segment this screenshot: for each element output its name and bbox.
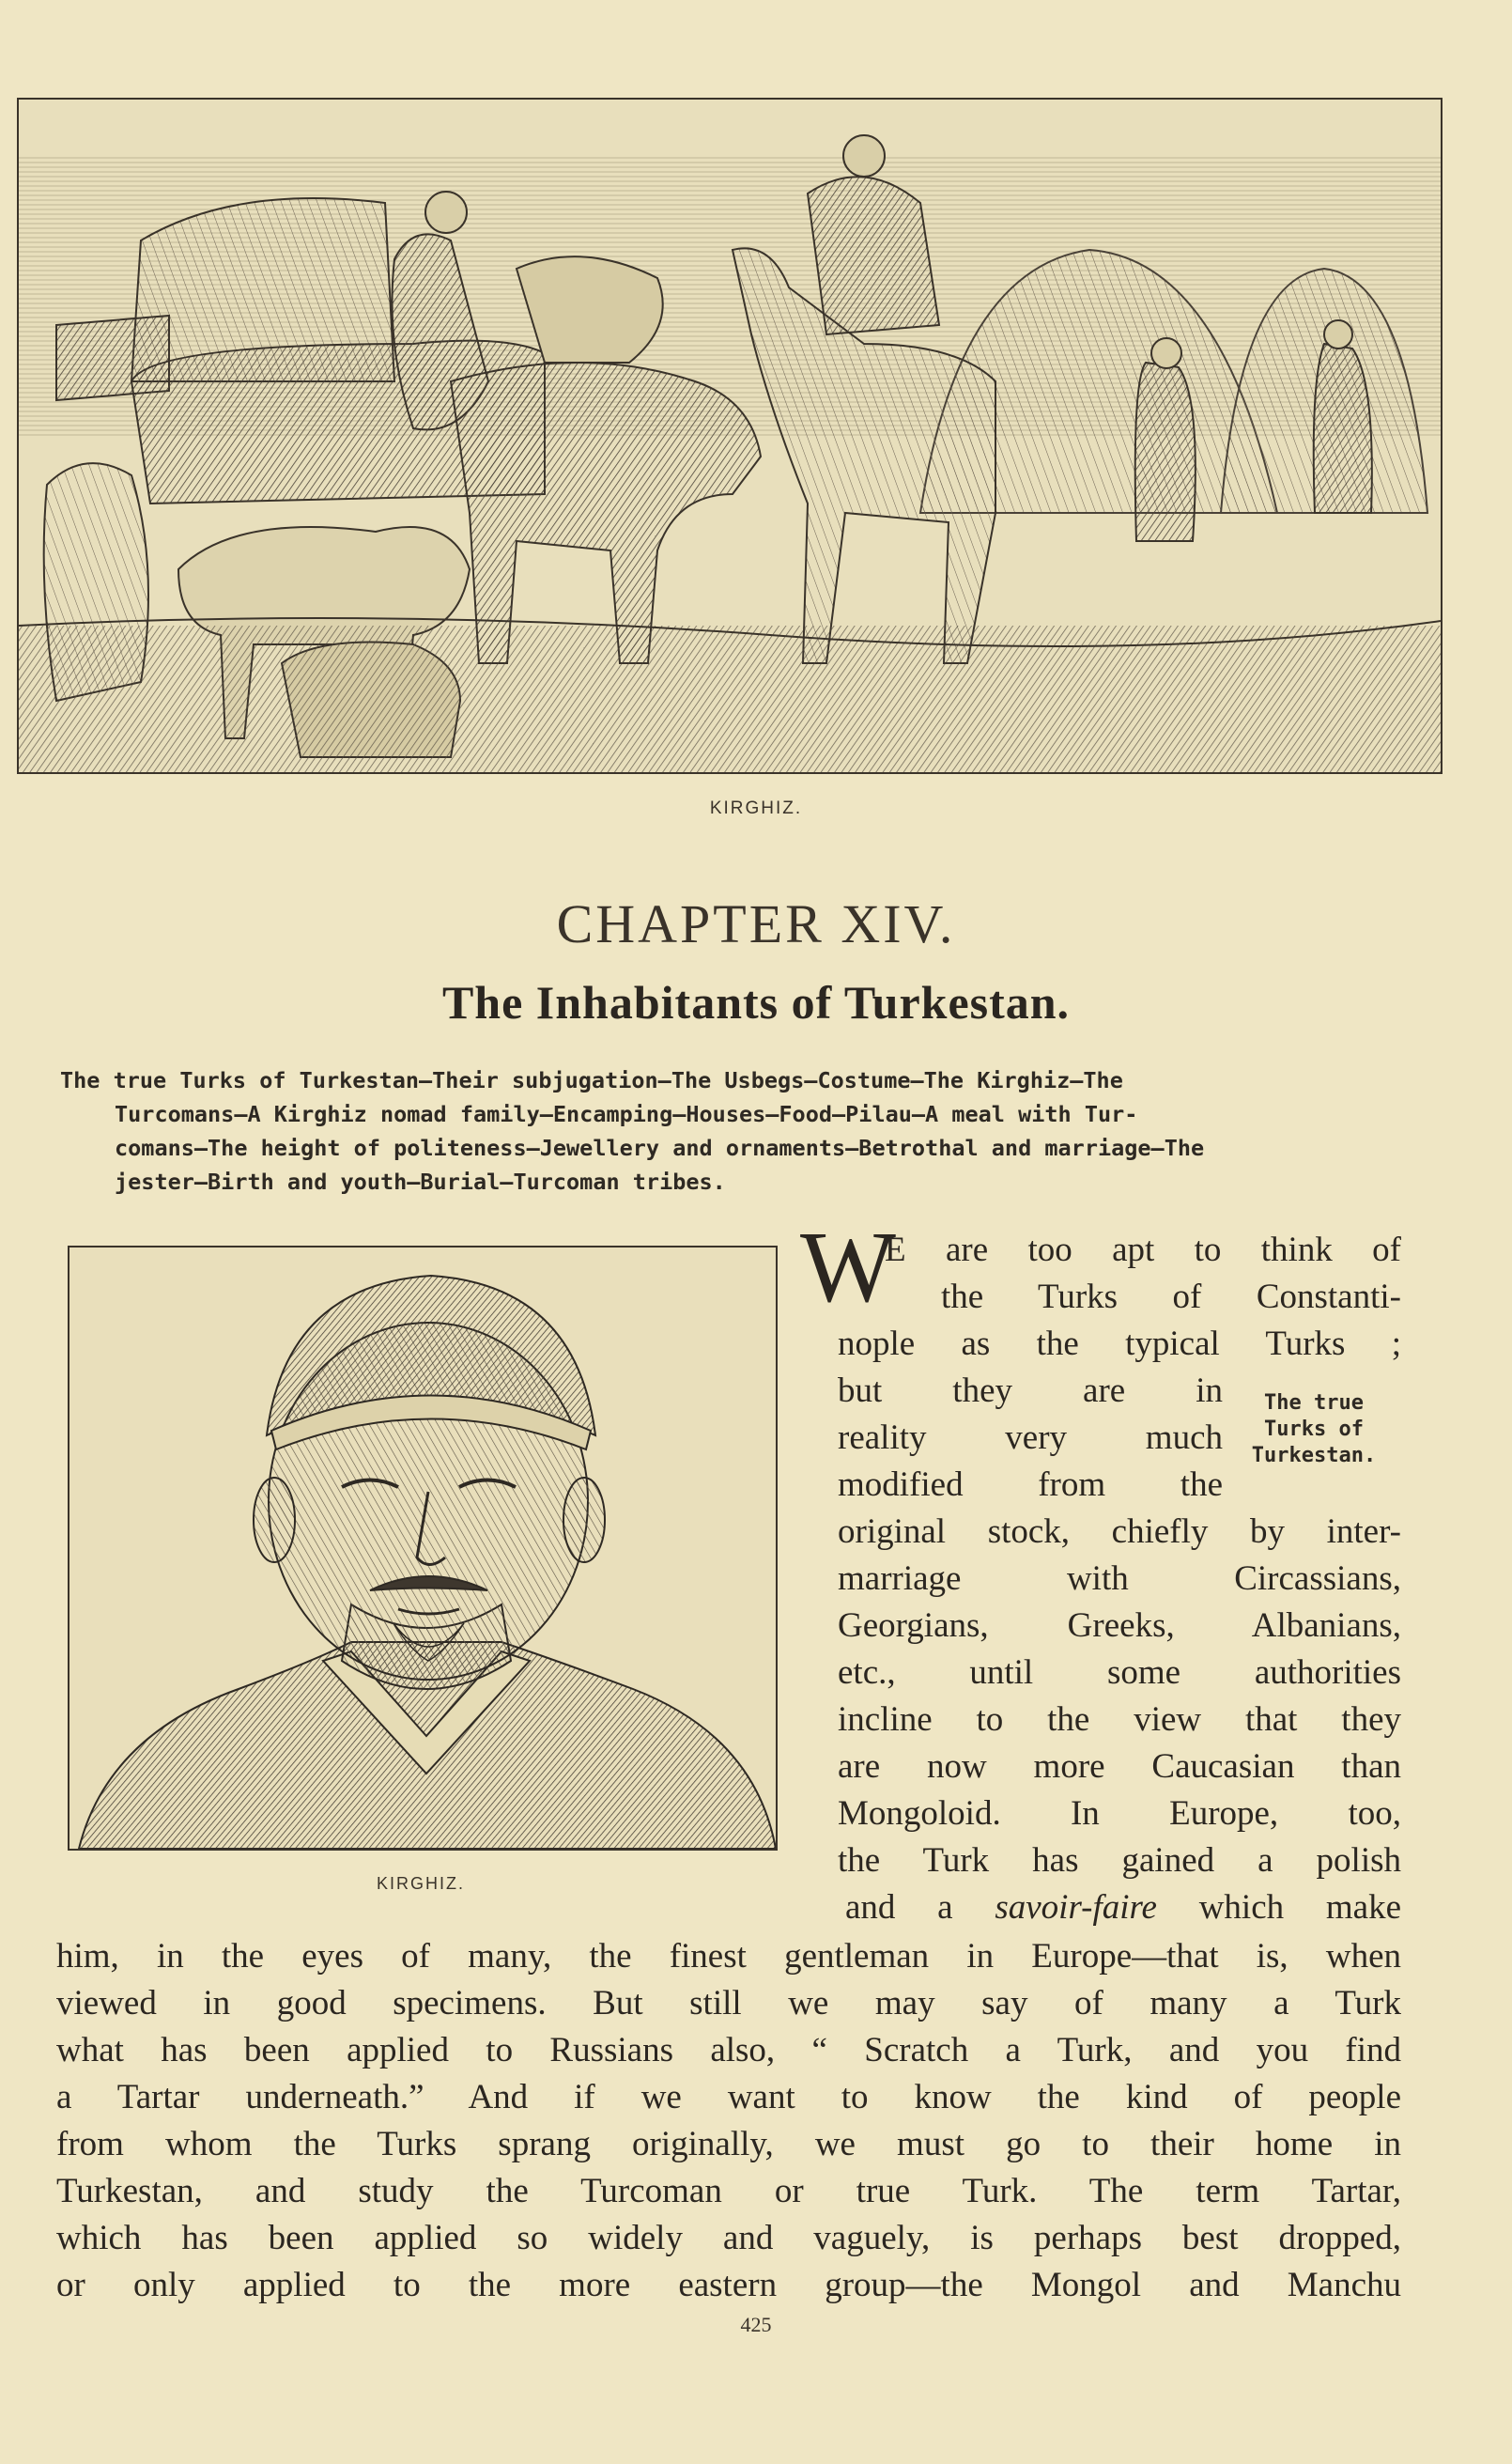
text-line: him, in the eyes of many, the finest gentleman in Europe—that is, when [56, 1937, 1401, 1976]
kirghiz-caravan-illustration [17, 98, 1443, 774]
text-line: E are too apt to think of [885, 1231, 1401, 1269]
margin-note-line: The true [1264, 1391, 1364, 1415]
synopsis-line: The true Turks of Turkestan—Their subjugation—The Usbegs—Costume—The Kirghiz—The [60, 1067, 1123, 1093]
text-line: original stock, chiefly by inter- [838, 1512, 1401, 1551]
text-fragment: and a [845, 1888, 995, 1927]
synopsis-line: comans—The height of politeness—Jewellery and ornaments—Betrothal and marriage—The [115, 1135, 1205, 1161]
text-line: are now more Caucasian than [838, 1747, 1401, 1786]
italic-phrase: savoir-faire [995, 1888, 1157, 1927]
text-line: which has been applied so widely and vaguely, is perhaps best dropped, [56, 2219, 1401, 2257]
text-line: Turkestan, and study the Turcoman or true Turk. The term Tartar, [56, 2172, 1401, 2210]
body-full-width-text [56, 1933, 1401, 2309]
drop-cap: W [800, 1212, 896, 1324]
text-line: what has been applied to Russians also, “ Scratch a Turk, and you find [56, 2031, 1401, 2069]
text-line: etc., until some authorities [838, 1653, 1401, 1692]
chapter-synopsis [60, 1063, 1405, 1199]
margin-note [1234, 1390, 1394, 1469]
text-line: modified from the [838, 1465, 1223, 1504]
text-line: a Tartar underneath.” And if we want to know the kind of people [56, 2078, 1401, 2116]
illustration-caption: KIRGHIZ. [709, 798, 803, 818]
text-line [838, 1884, 1401, 1931]
text-line: incline to the view that they [838, 1700, 1401, 1739]
text-line: but they are in [838, 1371, 1223, 1410]
text-line: nople as the typical Turks ; [838, 1325, 1401, 1363]
page-number: 425 [740, 2313, 772, 2336]
text-line: Georgians, Greeks, Albanians, [838, 1606, 1401, 1645]
text-line: viewed in good specimens. But still we may say of many a Turk [56, 1984, 1401, 2022]
synopsis-line: Turcomans—A Kirghiz nomad family—Encamping—Houses—Food—Pilau—A meal with Tur- [115, 1101, 1138, 1127]
text-line: from whom the Turks sprang originally, we must go to their home in [56, 2125, 1401, 2163]
text-line: reality very much [838, 1418, 1223, 1457]
text-line: Mongoloid. In Europe, too, [838, 1794, 1401, 1833]
chapter-subtitle: The Inhabitants of Turkestan. [441, 976, 1071, 1029]
text-line: the Turks of Constanti- [941, 1278, 1401, 1316]
margin-note-line: Turks of [1264, 1418, 1364, 1441]
portrait-caption: KIRGHIZ. [376, 1874, 465, 1893]
synopsis-line: jester—Birth and youth—Burial—Turcoman tribes. [115, 1169, 726, 1195]
body-column-text [838, 1227, 1401, 1931]
text-line: marriage with Circassians, [838, 1559, 1401, 1598]
portrait-image [69, 1247, 776, 1849]
engraving-image [19, 100, 1441, 772]
margin-note-line: Turkestan. [1251, 1444, 1377, 1467]
kirghiz-portrait-illustration [68, 1246, 778, 1851]
text-line: the Turk has gained a polish [838, 1841, 1401, 1880]
text-line: or only applied to the more eastern group—the Mongol and Manchu [56, 2266, 1401, 2304]
chapter-title: CHAPTER XIV. [556, 893, 956, 954]
text-fragment: which make [1156, 1888, 1401, 1927]
